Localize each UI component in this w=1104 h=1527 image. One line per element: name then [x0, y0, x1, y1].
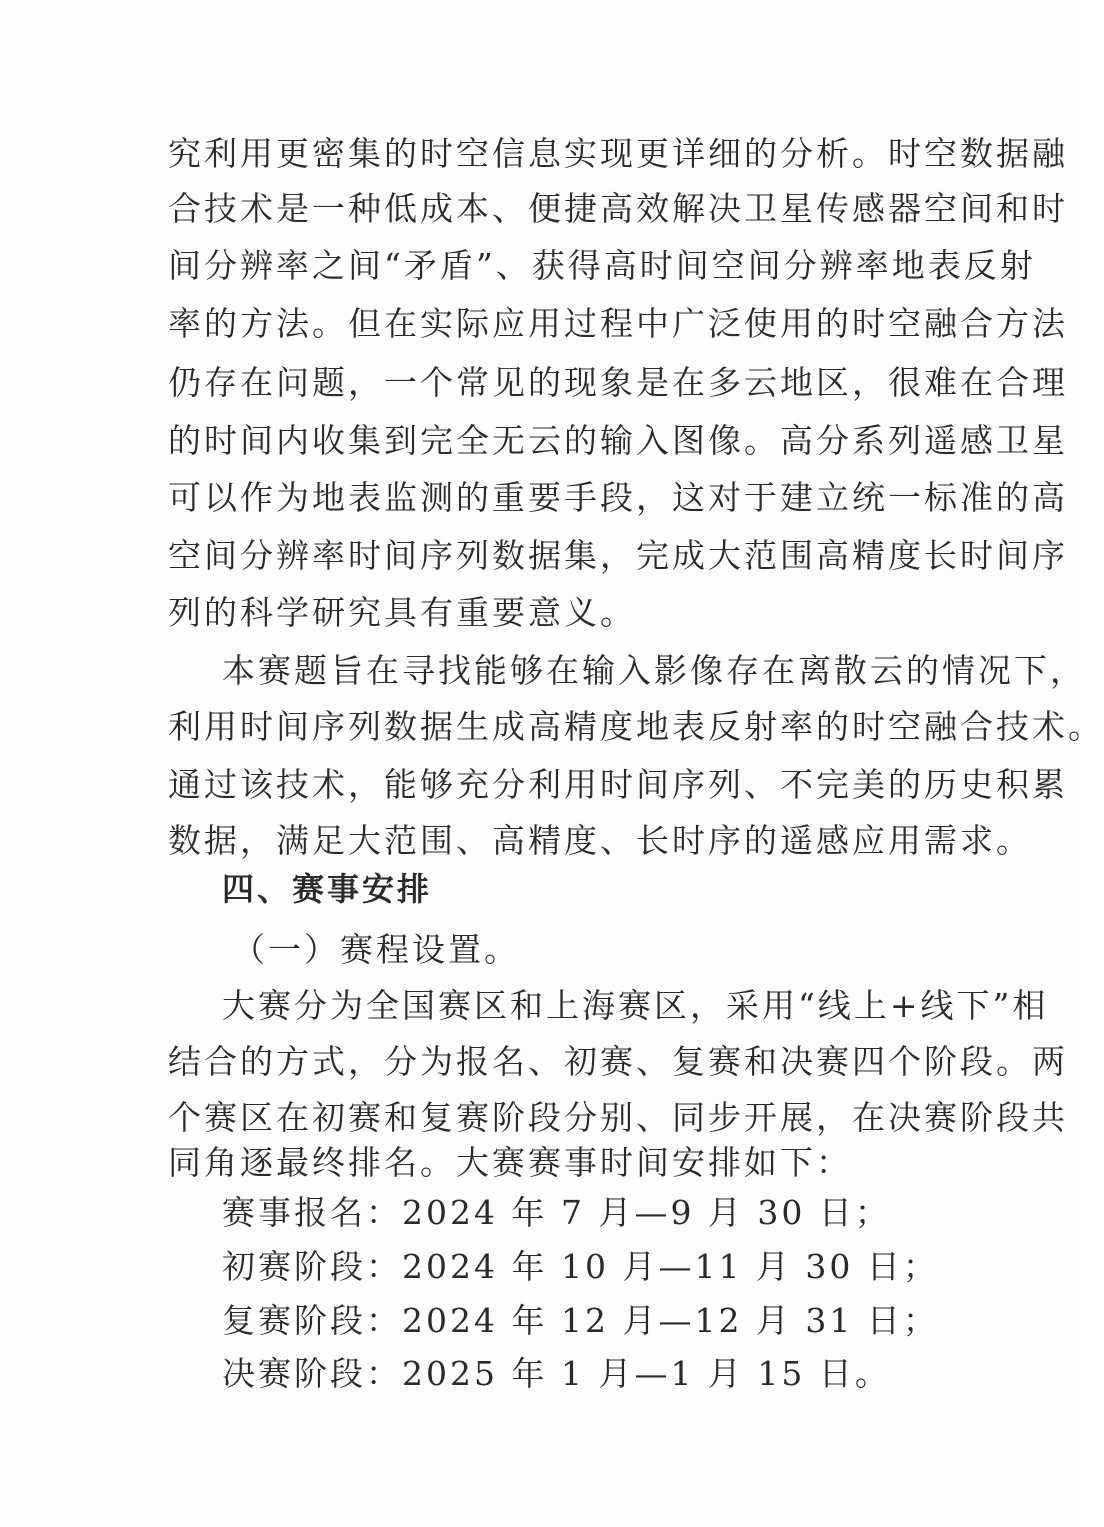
- paragraph-line: 率的方法。但在实际应用过程中广泛使用的时空融合方法: [168, 304, 1068, 343]
- paragraph-line: 可以作为地表监测的重要手段，这对于建立统一标准的高: [168, 478, 1068, 517]
- paragraph-line: 的时间内收集到完全无云的输入图像。高分系列遥感卫星: [168, 421, 1068, 460]
- paragraph-line: 数据，满足大范围、高精度、长时序的遥感应用需求。: [168, 821, 1032, 860]
- paragraph-line: 通过该技术，能够充分利用时间序列、不完美的历史积累: [168, 765, 1068, 804]
- schedule-item: 复赛阶段：2024 年 12 月—12 月 31 日；: [222, 1301, 939, 1340]
- subsection-heading: （一）赛程设置。: [232, 930, 520, 969]
- paragraph-line: 空间分辨率时间序列数据集，完成大范围高精度长时间序: [168, 536, 1068, 575]
- paragraph-line: 同角逐最终排名。大赛赛事时间安排如下：: [168, 1143, 852, 1182]
- paragraph-line: 个赛区在初赛和复赛阶段分别、同步开展，在决赛阶段共: [168, 1098, 1068, 1137]
- paragraph-line: 合技术是一种低成本、便捷高效解决卫星传感器空间和时: [168, 189, 1068, 228]
- paragraph-line: 列的科学研究具有重要意义。: [168, 593, 636, 632]
- paragraph-line: 间分辨率之间“矛盾”、获得高时间空间分辨率地表反射: [168, 246, 1036, 285]
- paragraph-line: 大赛分为全国赛区和上海赛区，采用“线上+线下”相: [222, 986, 1049, 1025]
- section-heading: 四、赛事安排: [222, 870, 433, 908]
- schedule-item: 赛事报名：2024 年 7 月—9 月 30 日；: [222, 1193, 891, 1232]
- paragraph-line: 结合的方式，分为报名、初赛、复赛和决赛四个阶段。两: [168, 1042, 1068, 1081]
- schedule-item: 决赛阶段：2025 年 1 月—1 月 15 日。: [222, 1354, 891, 1393]
- paragraph-line: 究利用更密集的时空信息实现更详细的分析。时空数据融: [168, 134, 1068, 173]
- paragraph-line: 利用时间序列数据生成高精度地表反射率的时空融合技术。: [168, 707, 1104, 746]
- paragraph-line: 本赛题旨在寻找能够在输入影像存在离散云的情况下，: [222, 651, 1086, 690]
- paragraph-line: 仍存在问题，一个常见的现象是在多云地区，很难在合理: [168, 363, 1068, 402]
- schedule-item: 初赛阶段：2024 年 10 月—11 月 30 日；: [222, 1247, 939, 1286]
